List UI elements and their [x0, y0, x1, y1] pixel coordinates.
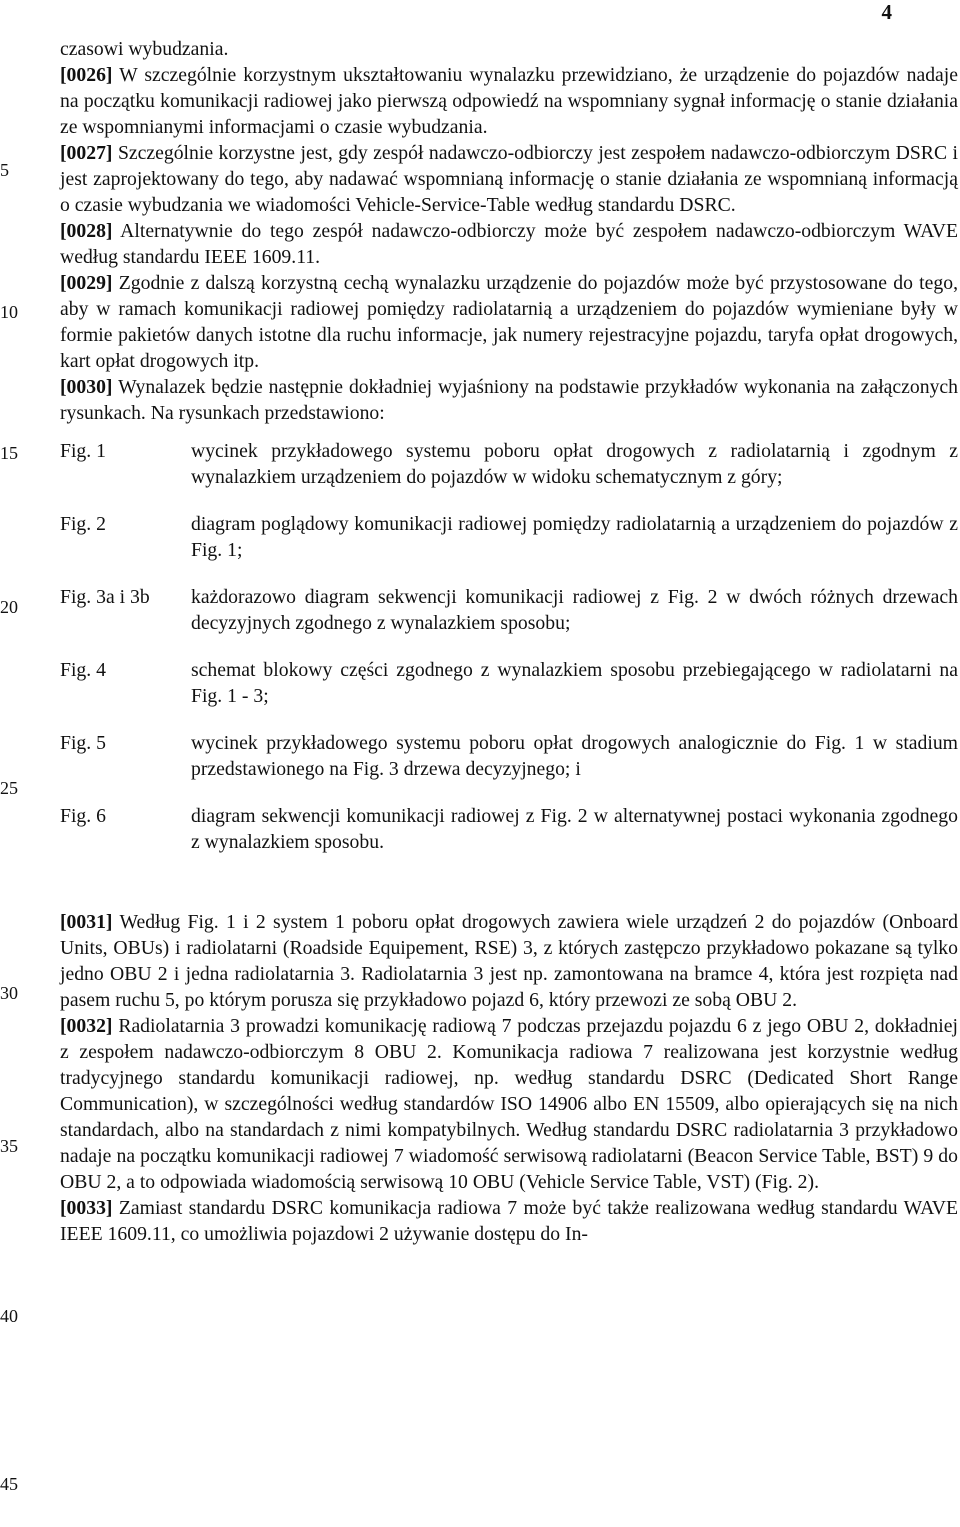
- figure-entry: [60, 438, 958, 490]
- figure-description: wycinek przykładowego systemu poboru opłat drogowych z radiolatarnią i zgodnym z wynalazkiem urządzeniem do pojazdów w widoku schematycznym z góry;: [191, 440, 958, 488]
- paragraph-text: Zamiast standardu DSRC komunikacja radiowa 7 może być także realizowana według standardu WAVE IEEE 1609.11, co umożliwia pojazdowi 2 używanie dostępu do In-: [60, 1197, 958, 1245]
- paragraph-0032: [60, 1013, 958, 1195]
- figure-description: każdorazowo diagram sekwencji komunikacji radiowej z Fig. 2 w dwóch różnych drzewach decyzyjnych zgodnego z wynalazkiem sposobu;: [191, 586, 958, 634]
- figure-entry: [60, 657, 958, 709]
- paragraph-text: Według Fig. 1 i 2 system 1 poboru opłat drogowych zawiera wiele urządzeń 2 do pojazdów (Onboard Units, OBUs) i radiolatarni (Roadside Equipement, RSE) 3, z których zastępczo przykładowo pokazane są tylko jedno OBU 2 i jedna radiolatarnia 3. Radiolatarnia 3 jest np. zamontowana na bramce 4, która jest rozpięta nad pasem ruchu 5, po którym porusza się przykładowo pojazd 6, który przewozi ze sobą OBU 2.: [60, 911, 958, 1011]
- paragraph-number: [0026]: [60, 64, 113, 86]
- opening-line: czasowi wybudzania.: [60, 38, 229, 60]
- paragraph-text: Radiolatarnia 3 prowadzi komunikację radiową 7 podczas przejazdu pojazdu 6 z jego OBU 2, dokładniej z zespołem nadawczo-odbiorczym 8 OBU 2. Komunikacja radiowa 7 realizowana jest korzystnie według tradycyjnego standardu komunikacji radiowej, np. według standardu DSRC (Dedicated Short Range Communication), w szczególności według standardów ISO 14906 albo EN 15509, albo opierających się na nich standardach, albo na standardach z nimi kompatybilnych. Według standardu DSRC radiolatarnia 3 przykładowo nadaje na początku komunikacji radiowej 7 wiadomość serwisową radiolatarni (Beacon Service Table, BST) 9 do OBU 2, a to odpowiada wiadomością serwisową 10 OBU (Vehicle Service Table, VST) (Fig. 2).: [60, 1015, 958, 1193]
- figure-entry: [60, 730, 958, 782]
- line-number: 40: [0, 1306, 18, 1326]
- figure-entry: [60, 803, 958, 855]
- line-number: 45: [0, 1474, 18, 1494]
- paragraph-0029: [60, 270, 958, 374]
- paragraph-text: W szczególnie korzystnym ukształtowaniu wynalazku przewidziano, że urządzenie do pojazdów nadaje na początku komunikacji radiowej jako pierwszą odpowiedź na wspomniany sygnał informację o stanie działania ze wspomnianymi informacjami o czasie wybudzania.: [60, 64, 958, 138]
- paragraph-number: [0028]: [60, 220, 113, 242]
- figure-label: Fig. 2: [60, 513, 106, 535]
- paragraph-text: Wynalazek będzie następnie dokładniej wyjaśniony na podstawie przykładów wykonania na załączonych rysunkach. Na rysunkach przedstawiono:: [60, 376, 958, 424]
- section-spacer: [60, 871, 958, 909]
- figure-description: wycinek przykładowego systemu poboru opłat drogowych analogicznie do Fig. 1 w stadium przedstawionego na Fig. 3 drzewa decyzyjnego; i: [191, 732, 958, 780]
- line-number: 20: [0, 597, 18, 617]
- paragraph-number: [0031]: [60, 911, 113, 933]
- line-number: 5: [0, 160, 9, 180]
- paragraph-text: Zgodnie z dalszą korzystną cechą wynalazku urządzenie do pojazdów może być przystosowane do tego, aby w ramach komunikacji radiowej pomiędzy radiolatarnią a urządzeniem do pojazdów wymieniane były w formie pakietów danych istotne dla ruchu informacje, jak numery rejestracyjne pojazdu, taryfa opłat drogowych, kart opłat drogowych itp.: [60, 272, 958, 372]
- paragraph-number: [0027]: [60, 142, 113, 164]
- figure-entry: [60, 584, 958, 636]
- paragraph-number: [0032]: [60, 1015, 113, 1037]
- paragraph-text: Szczególnie korzystne jest, gdy zespół nadawczo-odbiorczy jest zespołem nadawczo-odbiorczym DSRC i jest zaprojektowany do tego, aby nadawać wspomnianą informację o stanie działania ze wspomnianą informacją o czasie wybudzania we wiadomości Vehicle-Service-Table według standardu DSRC.: [60, 142, 958, 216]
- figure-label: Fig. 4: [60, 659, 106, 681]
- figure-description: diagram sekwencji komunikacji radiowej z Fig. 2 w alternatywnej postaci wykonania zgodnego z wynalazkiem sposobu.: [191, 805, 958, 853]
- paragraph-0030: [60, 374, 958, 426]
- paragraph-number: [0030]: [60, 376, 113, 398]
- document-body: [60, 36, 958, 1247]
- paragraph-0031: [60, 909, 958, 1013]
- figure-description: diagram poglądowy komunikacji radiowej pomiędzy radiolatarnią a urządzeniem do pojazdów z Fig. 1;: [191, 513, 958, 561]
- figure-label: Fig. 5: [60, 732, 106, 754]
- paragraph-0026: [60, 62, 958, 140]
- figure-label: Fig. 6: [60, 805, 106, 827]
- figure-description: schemat blokowy części zgodnego z wynalazkiem sposobu przebiegającego w radiolatarni na Fig. 1 - 3;: [191, 659, 958, 707]
- page-number: 4: [881, 0, 892, 24]
- figure-entry: [60, 511, 958, 563]
- line-number: 15: [0, 443, 18, 463]
- paragraph-0033: [60, 1195, 958, 1247]
- paragraph-0027: [60, 140, 958, 218]
- line-number: 35: [0, 1136, 18, 1156]
- paragraph-number: [0029]: [60, 272, 113, 294]
- paragraph-number: [0033]: [60, 1197, 113, 1219]
- line-number: 30: [0, 983, 18, 1003]
- line-number: 25: [0, 778, 18, 798]
- line-number: 10: [0, 302, 18, 322]
- figure-label: Fig. 1: [60, 440, 106, 462]
- figure-list: [60, 438, 958, 855]
- paragraph-0028: [60, 218, 958, 270]
- figure-label: Fig. 3a i 3b: [60, 586, 150, 608]
- line-number-margin: [0, 0, 40, 1527]
- paragraph-text: Alternatywnie do tego zespół nadawczo-odbiorczy może być zespołem nadawczo-odbiorczym WAVE według standardu IEEE 1609.11.: [60, 220, 958, 268]
